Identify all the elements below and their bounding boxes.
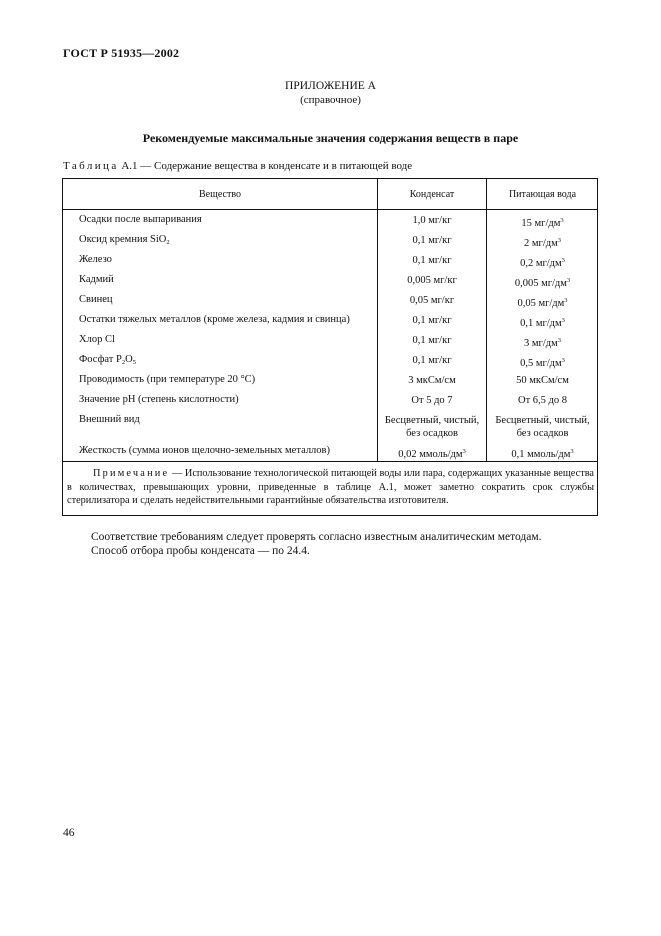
- feed-water-value: 0,1 $мг/дм^3$: [520, 317, 565, 329]
- feed-water-value: 0,05 $мг/дм^3$: [517, 297, 568, 309]
- feed-water-value: 2 $мг/дм^3$: [524, 237, 561, 249]
- feed-water-value: 50 мкСм/см: [516, 375, 569, 386]
- body-paragraph: Соответствие требованиям следует проверять согласно известным аналитическим методам.: [91, 531, 542, 543]
- substance-name: Хлор Cl: [79, 334, 115, 345]
- condensate-value: 0,1 мг/кг: [412, 235, 452, 246]
- substance-name: Остатки тяжелых металлов (кроме железа, кадмия и свинца): [79, 314, 350, 325]
- substance-name: Осадки после выпаривания: [79, 214, 202, 225]
- table-caption-label: Таблица: [63, 160, 119, 172]
- substance-name: Проводимость (при температуре 20 °С): [79, 374, 256, 385]
- substance-name: Свинец: [79, 294, 113, 305]
- condensate-value: 1,0 мг/кг: [412, 215, 452, 226]
- condensate-value: 3 мкСм/см: [408, 375, 456, 386]
- condensate-value: От 5 до 7: [411, 395, 453, 406]
- substance-name: Оксид кремния SiO$_2$: [79, 234, 170, 246]
- feed-water-value: Бесцветный, чистый, без осадков: [495, 415, 590, 439]
- table-caption: [63, 160, 412, 172]
- substance-name: Внешний вид: [79, 414, 140, 425]
- substance-name: Железо: [79, 254, 112, 265]
- substance-name: Кадмий: [79, 274, 114, 285]
- feed-water-value: 3 $мг/дм^3$: [524, 337, 561, 349]
- condensate-value: 0,1 мг/кг: [412, 355, 452, 366]
- substances-table: [62, 178, 598, 516]
- feed-water-value: 0,5 $мг/дм^3$: [520, 357, 565, 369]
- table-note: [67, 467, 594, 508]
- condensate-value: 0,005 мг/кг: [407, 275, 457, 286]
- note-divider: [63, 461, 597, 462]
- substance-name: Жесткость (сумма ионов щелочно-земельных металлов): [79, 445, 331, 456]
- feed-water-value: 0,005 $мг/дм^3$: [514, 277, 571, 289]
- note-label: Примечание: [93, 468, 170, 479]
- condensate-value: 0,1 мг/кг: [412, 335, 452, 346]
- condensate-value: 0,02 ммоль/$дм^3$: [398, 448, 466, 460]
- header-divider: [63, 209, 597, 210]
- header-feed-water: Питающая вода: [508, 188, 577, 200]
- main-title: Рекомендуемые максимальные значения содержания веществ в паре: [142, 131, 519, 145]
- condensate-value: 0,05 мг/кг: [409, 295, 455, 306]
- annex-type: (справочное): [300, 94, 361, 106]
- body-paragraph: Способ отбора пробы конденсата — по 24.4.: [91, 545, 310, 557]
- feed-water-value: 0,2 $мг/дм^3$: [520, 257, 565, 269]
- substance-name: Фосфат $P_2O_5$: [79, 354, 136, 366]
- header-substance: Вещество: [199, 188, 241, 200]
- condensate-value: Бесцветный, чистый, без осадков: [384, 415, 480, 439]
- substance-name: Значение pH (степень кислотности): [79, 394, 239, 405]
- table-caption-text: А.1 — Содержание вещества в конденсате и в питающей воде: [118, 160, 413, 172]
- condensate-value: 0,1 мг/кг: [412, 255, 452, 266]
- page-number: 46: [63, 827, 75, 839]
- condensate-value: 0,1 мг/кг: [412, 315, 452, 326]
- note-text: — Использование технологической питающей воды или пара, содержащих указанные вещества в количествах, превышающих уровни, приведенные в таблице А.1, может заметно сократить срок службы стерилизатора и сделать недействительными гарантийные обязательства изготовителя.: [67, 468, 594, 506]
- header-condensate: Конденсат: [409, 188, 455, 200]
- feed-water-value: От 6,5 до 8: [517, 395, 567, 406]
- feed-water-value: 15 $мг/дм^3$: [521, 217, 564, 229]
- standard-number: ГОСТ Р 51935—2002: [63, 46, 180, 60]
- feed-water-value: 0,1 ммоль/$дм^3$: [511, 448, 574, 460]
- annex-title: ПРИЛОЖЕНИЕ А: [285, 80, 376, 92]
